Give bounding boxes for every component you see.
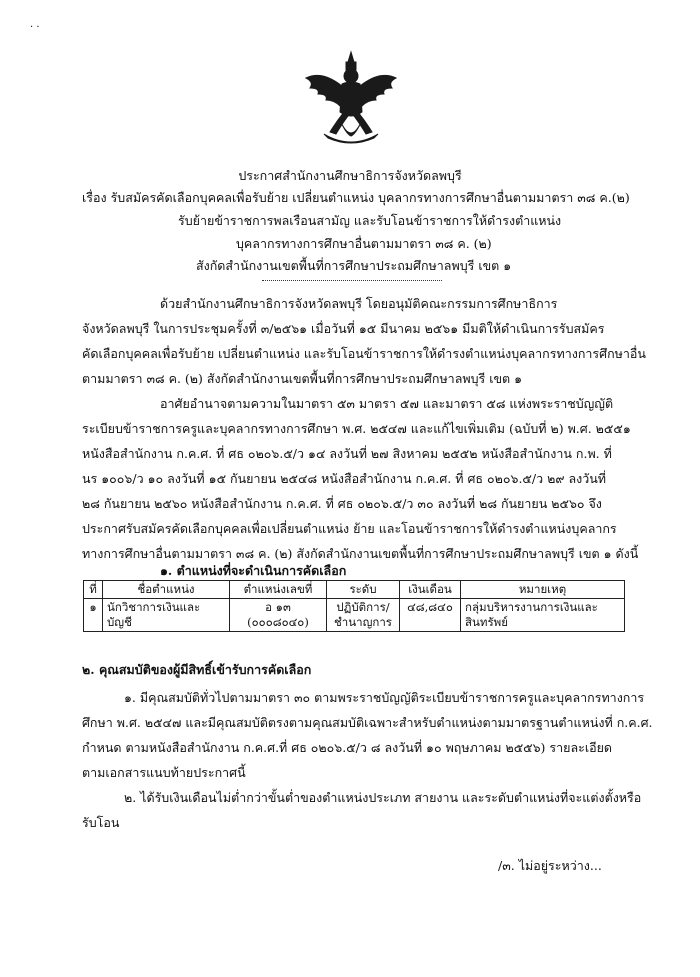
p1-line: ตามมาตรา ๓๘ ค. (๒) สังกัดสำนักงานเขตพื้นที่การศึกษาประถมศึกษาลพบุรี เขต ๑: [82, 371, 523, 386]
col-header: หมายเหตุ: [461, 581, 625, 599]
col-header: ตำแหน่งเลขที่: [230, 581, 327, 599]
p2-line: หนังสือสำนักงาน ก.ค.ศ. ที่ ศธ ๐๒๐๖.๕/ว ๑๔ ลงวันที่ ๒๗ สิงหาคม ๒๕๕๒ หนังสือสำนักงาน ก.พ. ที่: [82, 446, 612, 461]
p2-line: นร ๑๐๐๖/ว ๑๐ ลงวันที่ ๑๕ กันยายน ๒๕๔๘ หนังสือสำนักงาน ก.ค.ศ. ที่ ศธ ๐๒๐๖.๕/ว ๒๙ ลงวันที่: [82, 471, 607, 486]
level-2: ชำนาญการ: [334, 615, 392, 629]
continuation-note: /๓. ไม่อยู่ระหว่าง...: [498, 858, 602, 873]
p1-line: คัดเลือกบุคคลเพื่อรับย้าย เปลี่ยนตำแหน่ง และรับโอนข้าราชการให้ดำรงตำแหน่งบุคลากรทางการศึกษาอื่น: [82, 346, 646, 361]
col-header: ระดับ: [327, 581, 400, 599]
corner-mark: · ·: [30, 22, 40, 33]
subject-line-1: เรื่อง รับสมัครคัดเลือกบุคคลเพื่อรับย้าย เปลี่ยนตำแหน่ง บุคลากรทางการศึกษาอื่นตามมาตรา ๓๘ ค.(๒): [82, 190, 630, 205]
position-code: อ ๑๓: [265, 600, 291, 614]
p1-line: จังหวัดลพบุรี ในการประชุมครั้งที่ ๓/๒๕๖๑ เมื่อวันที่ ๑๕ มีนาคม ๒๕๖๑ มีมติให้ดำเนินการรับสมัคร: [82, 321, 605, 336]
p2-line: ทางการศึกษาอื่นตามมาตรา ๓๘ ค. (๒) สังกัดสำนักงานเขตพื้นที่การศึกษาประถมศึกษาลพบุรี เขต ๑ ดังนี้: [82, 546, 639, 561]
section-1-heading: ๑. ตำแหน่งที่จะดำเนินการคัดเลือก: [160, 563, 347, 578]
cell-note: กลุ่มบริหารงานการเงินและสินทรัพย์: [461, 599, 625, 632]
s2-2-line: รับโอน: [82, 815, 120, 830]
subject-line-3: บุคลากรทางการศึกษาอื่นตามมาตรา ๓๘ ค. (๒): [236, 236, 492, 251]
p2-line: ประกาศรับสมัครคัดเลือกบุคคลเพื่อเปลี่ยนตำแหน่ง ย้าย และโอนข้าราชการให้ดำรงตำแหน่งบุคลากร: [82, 521, 617, 536]
p2-line: ระเบียบข้าราชการครูและบุคลากรทางการศึกษา พ.ศ. ๒๕๔๗ และแก้ไขเพิ่มเติม (ฉบับที่ ๒) พ.ศ. ๒๕๕๑: [82, 421, 631, 436]
p2-line: อาศัยอำนาจตามความในมาตรา ๕๓ มาตรา ๕๗ และมาตรา ๕๘ แห่งพระราชบัญญัติ: [160, 396, 614, 411]
cell-name: นักวิชาการเงินและบัญชี: [103, 599, 230, 632]
s2-1-line: ตามเอกสารแนบท้ายประกาศนี้: [82, 765, 246, 780]
positions-table: [83, 580, 625, 632]
cell-salary: ๔๘,๘๔๐: [400, 599, 461, 632]
subject-line-2: รับย้ายข้าราชการพลเรือนสามัญ และรับโอนข้าราชการให้ดำรงตำแหน่ง: [178, 213, 562, 228]
p1-line: ด้วยสำนักงานศึกษาธิการจังหวัดลพบุรี โดยอนุมัติคณะกรรมการศึกษาธิการ: [160, 296, 558, 311]
position-id: (๐๐๐๘๐๔๐): [247, 615, 309, 629]
subject-line-4: สังกัดสำนักงานเขตพื้นที่การศึกษาประถมศึกษาลพบุรี เขต ๑: [196, 258, 512, 273]
col-header: ชื่อตำแหน่ง: [103, 581, 230, 599]
s2-1-line: ๑. มีคุณสมบัติทั่วไปตามมาตรา ๓๐ ตามพระราชบัญญัติระเบียบข้าราชการครูและบุคลากรทางการ: [124, 690, 645, 705]
s2-1-line: ศึกษา พ.ศ. ๒๕๔๗ และมีคุณสมบัติตรงตามคุณสมบัติเฉพาะสำหรับตำแหน่งตามมาตรฐานตำแหน่งที่ ก.ค.ศ.: [82, 715, 653, 730]
cell-level: [327, 599, 400, 632]
s2-2-line: ๒. ได้รับเงินเดือนไม่ต่ำกว่าขั้นต่ำของตำแหน่งประเภท สายงาน และระดับตำแหน่งที่จะแต่งตั้งหรือ: [124, 790, 642, 805]
s2-1-line: กำหนด ตามหนังสือสำนักงาน ก.ค.ศ.ที่ ศธ ๐๒๐๖.๕/ว ๘ ลงวันที่ ๑๐ พฤษภาคม ๒๕๕๖) รายละเอียด: [82, 740, 613, 755]
col-header: เงินเดือน: [400, 581, 461, 599]
cell-position-number: [230, 599, 327, 632]
table-header-row: [84, 581, 625, 599]
announcement-title: ประกาศสำนักงานศึกษาธิการจังหวัดลพบุรี: [238, 168, 462, 183]
cell-no: ๑: [84, 599, 103, 632]
col-header: ที่: [84, 581, 103, 599]
section-2-heading: ๒. คุณสมบัติของผู้มีสิทธิ์เข้ารับการคัดเลือก: [82, 662, 312, 677]
title-separator: [262, 280, 442, 281]
level-1: ปฏิบัติการ/: [336, 600, 390, 614]
p2-line: ๒๘ กันยายน ๒๕๖๐ หนังสือสำนักงาน ก.ค.ศ. ที่ ศธ ๐๒๐๖.๕/ว ๓๐ ลงวันที่ ๒๘ กันยายน ๒๕๖๐ จึง: [82, 496, 602, 511]
table-row: [84, 599, 625, 632]
garuda-emblem-icon: [300, 50, 402, 150]
